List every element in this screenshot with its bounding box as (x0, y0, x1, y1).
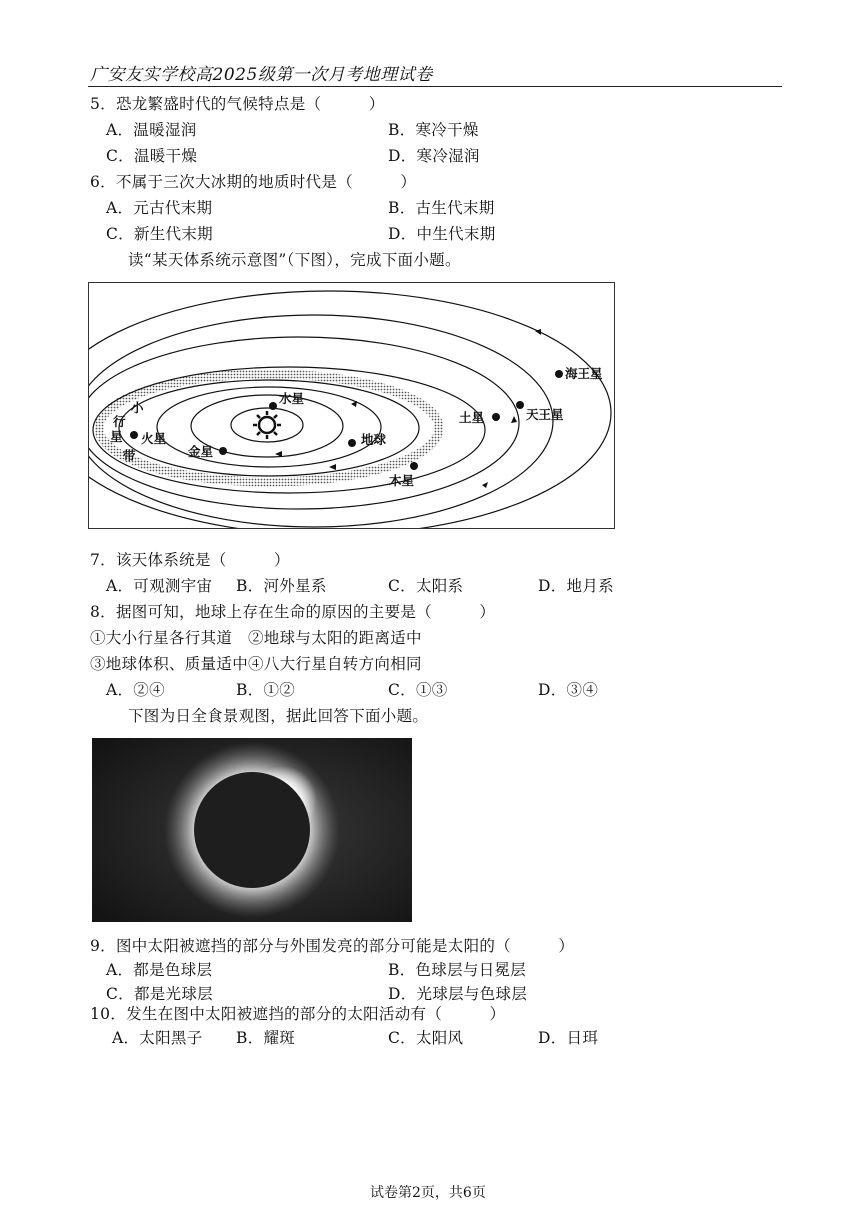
page-number-footer: 试卷第2页，共6页 (370, 1185, 486, 1201)
mercury-dot (269, 402, 277, 410)
question-10-option-c[interactable]: C．太阳风 (388, 1029, 464, 1047)
header-divider (88, 86, 782, 87)
mars-orbit-arrow-icon (329, 464, 336, 470)
question-9-option-a[interactable]: A．都是色球层 (106, 961, 213, 979)
question-9-option-c[interactable]: C．都是光球层 (106, 985, 213, 1003)
earth-dot (348, 439, 356, 447)
venus-dot (219, 447, 227, 455)
question-8-option-d[interactable]: D．③④ (538, 681, 599, 699)
mercury-label: 水星 (279, 391, 305, 406)
neptune-dot (555, 370, 563, 378)
question-9-stem: 9．图中太阳被遮挡的部分与外围发亮的部分可能是太阳的（ ） (90, 937, 575, 955)
sun-icon (253, 411, 281, 439)
solar-system-svg (89, 283, 614, 528)
earth-label: 地球 (361, 432, 387, 447)
question-8-stem: 8．据图可知，地球上存在生命的原因的主要是（ ） (90, 603, 496, 621)
question-6-stem: 6．不属于三次大冰期的地质时代是（ ） (90, 173, 417, 191)
jupiter-label: 木星 (389, 473, 415, 488)
saturn-dot (492, 413, 500, 421)
question-5-option-b[interactable]: B．寒冷干燥 (388, 121, 479, 139)
uranus-label: 天王星 (526, 407, 564, 422)
question-10-option-b[interactable]: B．耀斑 (236, 1029, 296, 1047)
question-6-option-a[interactable]: A．元古代末期 (106, 199, 213, 217)
mars-dot (130, 431, 138, 439)
neptune-label: 海王星 (565, 366, 603, 381)
solar-eclipse-svg (92, 738, 412, 922)
mercury-orbit-arrow-icon (351, 401, 357, 407)
asteroid-belt-label-3: 星 (110, 429, 123, 444)
question-8-option-b[interactable]: B．①② (236, 681, 296, 699)
question-5-option-a[interactable]: A．温暖湿润 (106, 121, 197, 139)
eclipse-intro-text: 下图为日全食景观图，据此回答下面小题。 (128, 707, 429, 725)
mars-label: 火星 (141, 431, 167, 446)
asteroid-belt-label-2: 行 (113, 414, 126, 429)
question-7-option-a[interactable]: A．可观测宇宙 (106, 577, 213, 595)
diagram-intro-text: 读“某天体系统示意图”（下图），完成下面小题。 (128, 251, 461, 269)
question-10-stem: 10．发生在图中太阳被遮挡的部分的太阳活动有（ ） (90, 1005, 506, 1023)
question-8-statement-line-1: ①大小行星各行其道 ②地球与太阳的距离适中 (90, 629, 422, 647)
question-8-statement-line-2: ③地球体积、质量适中④八大行星自转方向相同 (90, 655, 422, 673)
question-5-option-c[interactable]: C．温暖干燥 (106, 147, 198, 165)
exam-header-title: 广安友实学校高2025级第一次月考地理试卷 (90, 65, 433, 85)
question-10-option-d[interactable]: D．日珥 (538, 1029, 599, 1047)
solar-system-diagram (88, 282, 615, 529)
uranus-dot (516, 401, 524, 409)
question-6-option-b[interactable]: B．古生代末期 (388, 199, 495, 217)
venus-label: 金星 (188, 444, 214, 459)
saturn-label: 土星 (459, 410, 485, 425)
asteroid-belt-label-4: 带 (123, 448, 136, 463)
question-5-option-d[interactable]: D．寒冷湿润 (388, 147, 480, 165)
question-8-option-c[interactable]: C．①③ (388, 681, 448, 699)
saturn-orbit-arrow-icon (511, 416, 517, 423)
question-8-option-a[interactable]: A．②④ (106, 681, 165, 699)
question-10-option-a[interactable]: A．太阳黑子 (112, 1029, 203, 1047)
question-5-stem: 5．恐龙繁盛时代的气候特点是（ ） (90, 95, 385, 113)
asteroid-belt-label-1: 小 (131, 400, 144, 415)
question-9-option-b[interactable]: B．色球层与日冕层 (388, 961, 527, 979)
question-6-option-d[interactable]: D．中生代末期 (388, 225, 496, 243)
question-6-option-c[interactable]: C．新生代末期 (106, 225, 213, 243)
question-7-option-c[interactable]: C．太阳系 (388, 577, 464, 595)
question-9-option-d[interactable]: D．光球层与色球层 (388, 985, 528, 1003)
jupiter-orbit-arrow-icon (482, 482, 488, 488)
jupiter-dot (410, 462, 418, 470)
question-7-stem: 7．该天体系统是（ ） (90, 551, 290, 569)
question-7-option-b[interactable]: B．河外星系 (236, 577, 327, 595)
solar-eclipse-photo (92, 738, 412, 922)
question-7-option-d[interactable]: D．地月系 (538, 577, 614, 595)
